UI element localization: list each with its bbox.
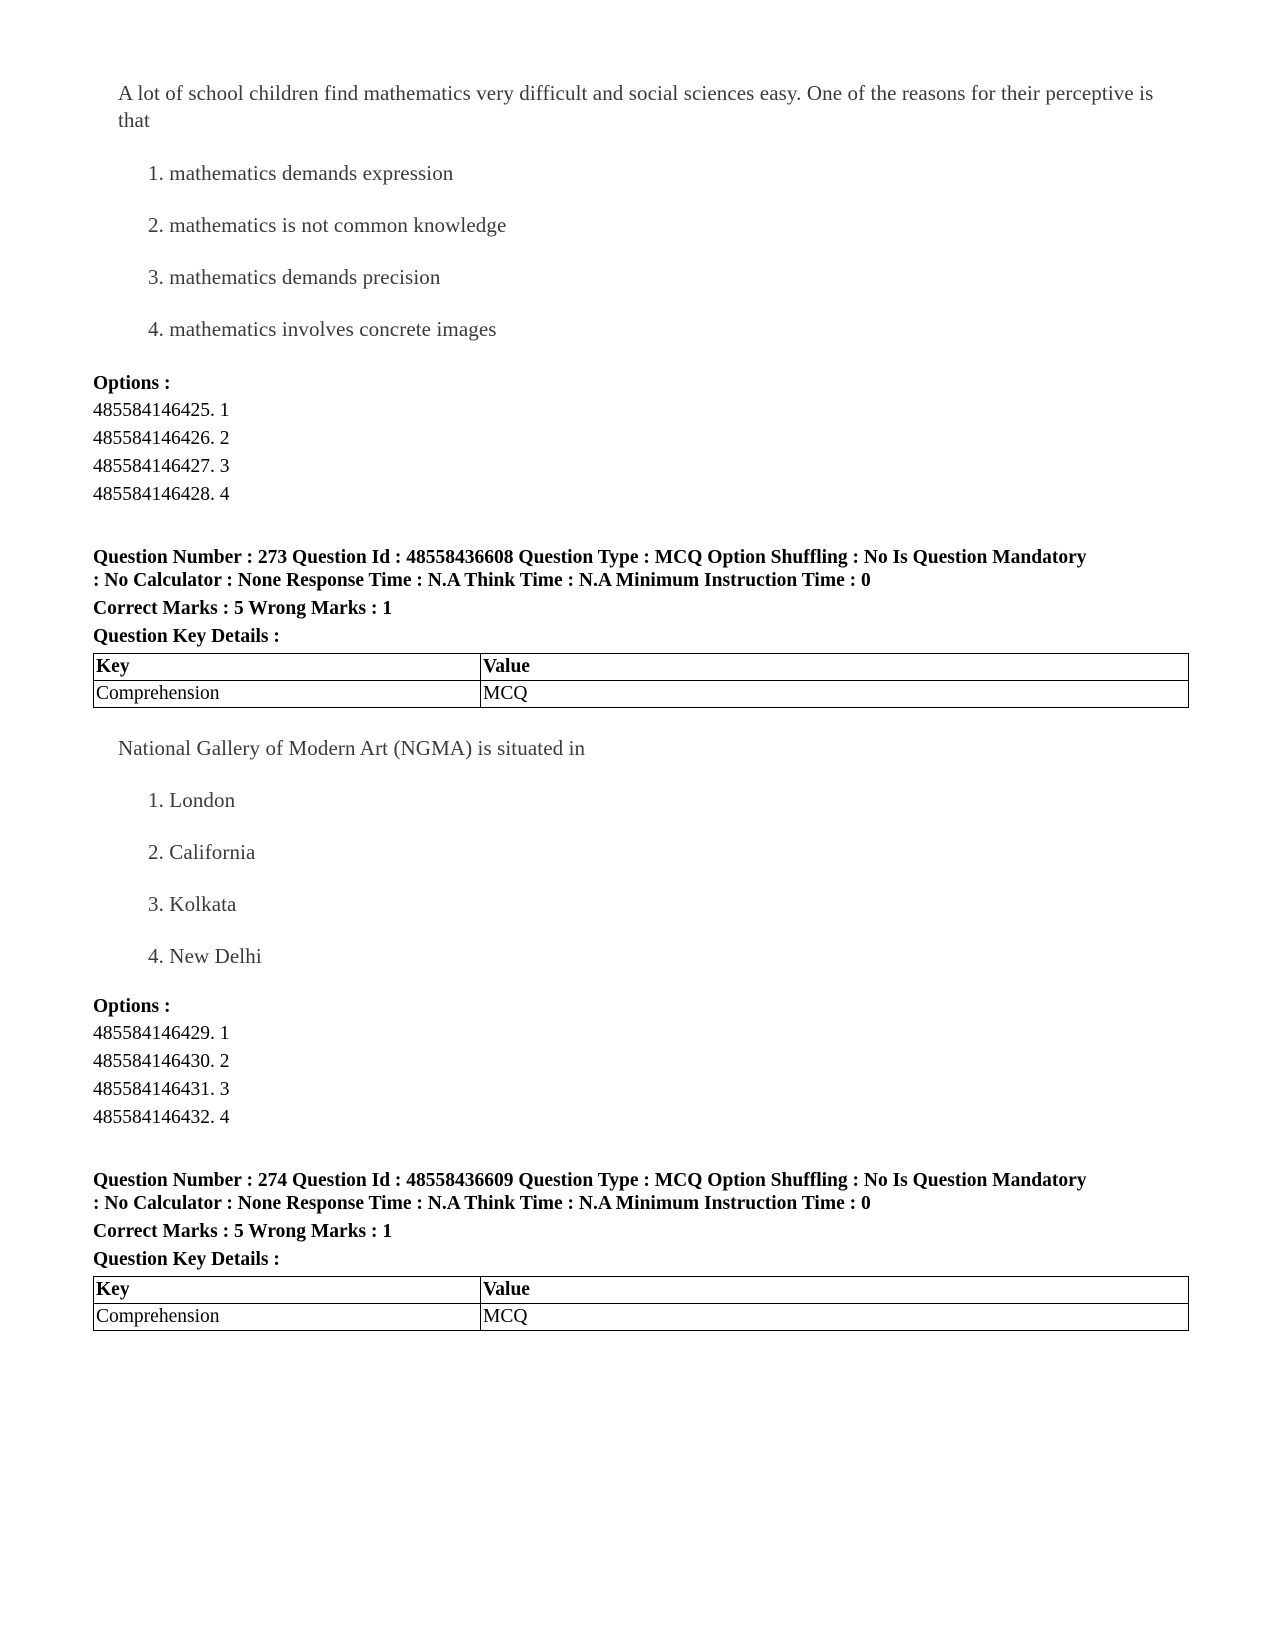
table-header-row (94, 1277, 1189, 1304)
question-274-key-table (93, 1276, 1189, 1331)
table-row (94, 681, 1189, 708)
question-272-image (118, 80, 1178, 134)
table-header-value: Value (481, 1277, 1189, 1304)
question-274-marks: Correct Marks : 5 Wrong Marks : 1 (93, 1221, 393, 1242)
question-273-choice-3: 3. Kolkata (148, 892, 237, 916)
question-273-marks: Correct Marks : 5 Wrong Marks : 1 (93, 598, 393, 619)
question-273-option-1: 485584146429. 1 (93, 1023, 230, 1044)
question-272-stem: A lot of school children find mathematics very difficult and social sciences easy. One of the reasons for their perceptive is that (118, 81, 1154, 132)
question-273-choice-4: 4. New Delhi (148, 944, 262, 968)
question-272-option-2: 485584146426. 2 (93, 428, 230, 449)
question-273-key-details-label: Question Key Details : (93, 626, 280, 647)
table-cell-key: Comprehension (94, 681, 481, 708)
question-272-option-1: 485584146425. 1 (93, 400, 230, 421)
question-273-option-2: 485584146430. 2 (93, 1051, 230, 1072)
table-row (94, 1304, 1189, 1331)
table-cell-value: MCQ (481, 681, 1189, 708)
question-273-options-label: Options : (93, 996, 171, 1017)
table-header-value: Value (481, 654, 1189, 681)
table-header-key: Key (94, 654, 481, 681)
question-272-choice-2: 2. mathematics is not common knowledge (148, 213, 507, 237)
table-cell-key: Comprehension (94, 1304, 481, 1331)
question-274-header-line-2: : No Calculator : None Response Time : N.A Think Time : N.A Minimum Instruction Time : 0 (93, 1193, 871, 1214)
question-274-key-details-label: Question Key Details : (93, 1249, 280, 1270)
question-273-header-line-2: : No Calculator : None Response Time : N.A Think Time : N.A Minimum Instruction Time : 0 (93, 570, 871, 591)
question-272-choice-4: 4. mathematics involves concrete images (148, 317, 497, 341)
table-header-key: Key (94, 1277, 481, 1304)
question-272-choice-3: 3. mathematics demands precision (148, 265, 441, 289)
question-273-key-table (93, 653, 1189, 708)
question-272-option-4: 485584146428. 4 (93, 484, 230, 505)
question-273-stem: National Gallery of Modern Art (NGMA) is situated in (118, 736, 586, 760)
question-272-option-3: 485584146427. 3 (93, 456, 230, 477)
question-272-choice-1: 1. mathematics demands expression (148, 161, 454, 185)
question-272-options-label: Options : (93, 373, 171, 394)
question-274-header-line-1: Question Number : 274 Question Id : 48558436609 Question Type : MCQ Option Shuffling : No Is Question Mandatory (93, 1170, 1087, 1191)
question-273-option-3: 485584146431. 3 (93, 1079, 230, 1100)
table-header-row (94, 654, 1189, 681)
question-273-option-4: 485584146432. 4 (93, 1107, 230, 1128)
table-cell-value: MCQ (481, 1304, 1189, 1331)
question-273-choice-2: 2. California (148, 840, 256, 864)
question-273-header-line-1: Question Number : 273 Question Id : 48558436608 Question Type : MCQ Option Shuffling : No Is Question Mandatory (93, 547, 1087, 568)
question-273-image (118, 735, 1178, 762)
question-273-choice-1: 1. London (148, 788, 236, 812)
